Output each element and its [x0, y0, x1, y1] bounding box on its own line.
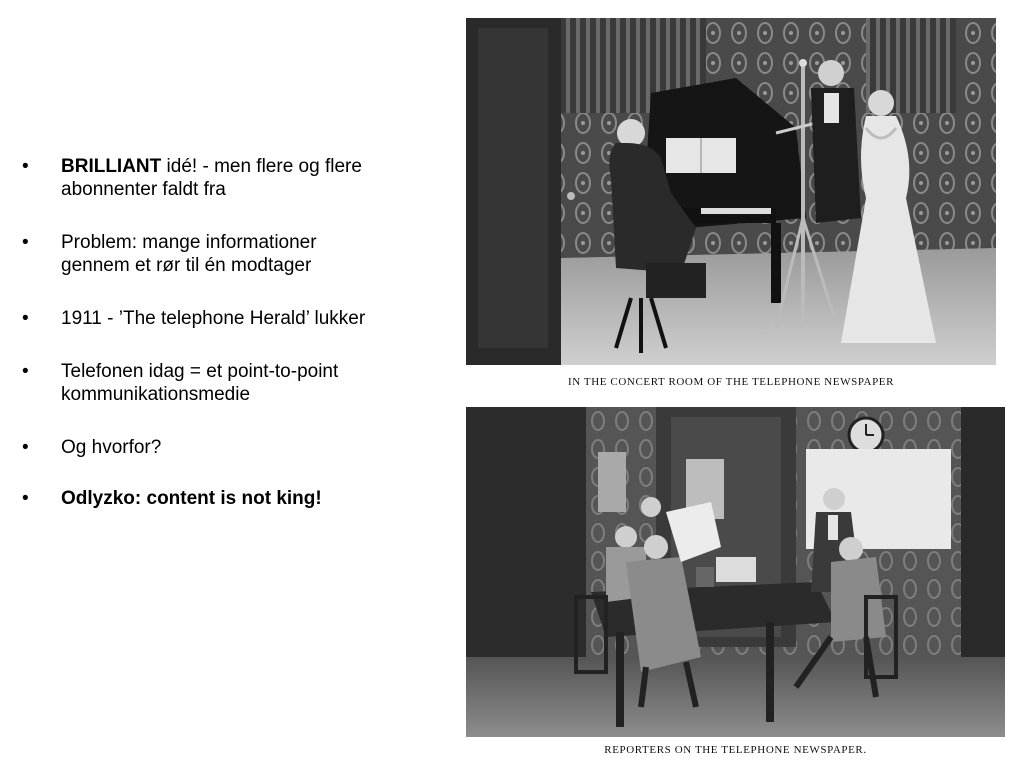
bullet-dot: • — [22, 308, 29, 329]
concert-room-caption: IN THE CONCERT ROOM OF THE TELEPHONE NEWSPAPER — [567, 376, 895, 388]
bullet-dot: • — [22, 488, 29, 509]
reporters-illustration — [466, 407, 1005, 737]
bullet-list — [22, 155, 382, 540]
bullet-item — [22, 155, 382, 201]
bullet-text: Og hvorfor? — [61, 437, 162, 458]
bullet-dot: • — [22, 437, 29, 458]
concert-room-photo — [466, 18, 996, 365]
bullet-item — [22, 231, 382, 277]
bullet-text: Problem: mange informationer gennem et rør til én modtager — [61, 232, 317, 276]
bullet-dot: • — [22, 361, 29, 382]
bullet-item — [22, 436, 382, 459]
bullet-item — [22, 307, 382, 330]
bullet-text: idé! - men flere og flere abonnenter faldt fra — [61, 156, 362, 200]
concert-room-illustration — [466, 18, 996, 365]
bullet-text: 1911 - ’The telephone Herald’ lukker — [61, 308, 366, 329]
bullet-dot: • — [22, 232, 29, 253]
reporters-caption: REPORTERS ON THE TELEPHONE NEWSPAPER. — [604, 744, 867, 756]
bullet-bold-text: Odlyzko: content is not king! — [61, 488, 322, 509]
bullet-dot: • — [22, 156, 29, 177]
bullet-text: Telefonen idag = et point-to-point kommunikationsmedie — [61, 361, 339, 405]
reporters-photo — [466, 407, 1005, 737]
bullet-item — [22, 487, 382, 510]
bullet-item — [22, 360, 382, 406]
bullet-bold-text: BRILLIANT — [61, 156, 162, 177]
